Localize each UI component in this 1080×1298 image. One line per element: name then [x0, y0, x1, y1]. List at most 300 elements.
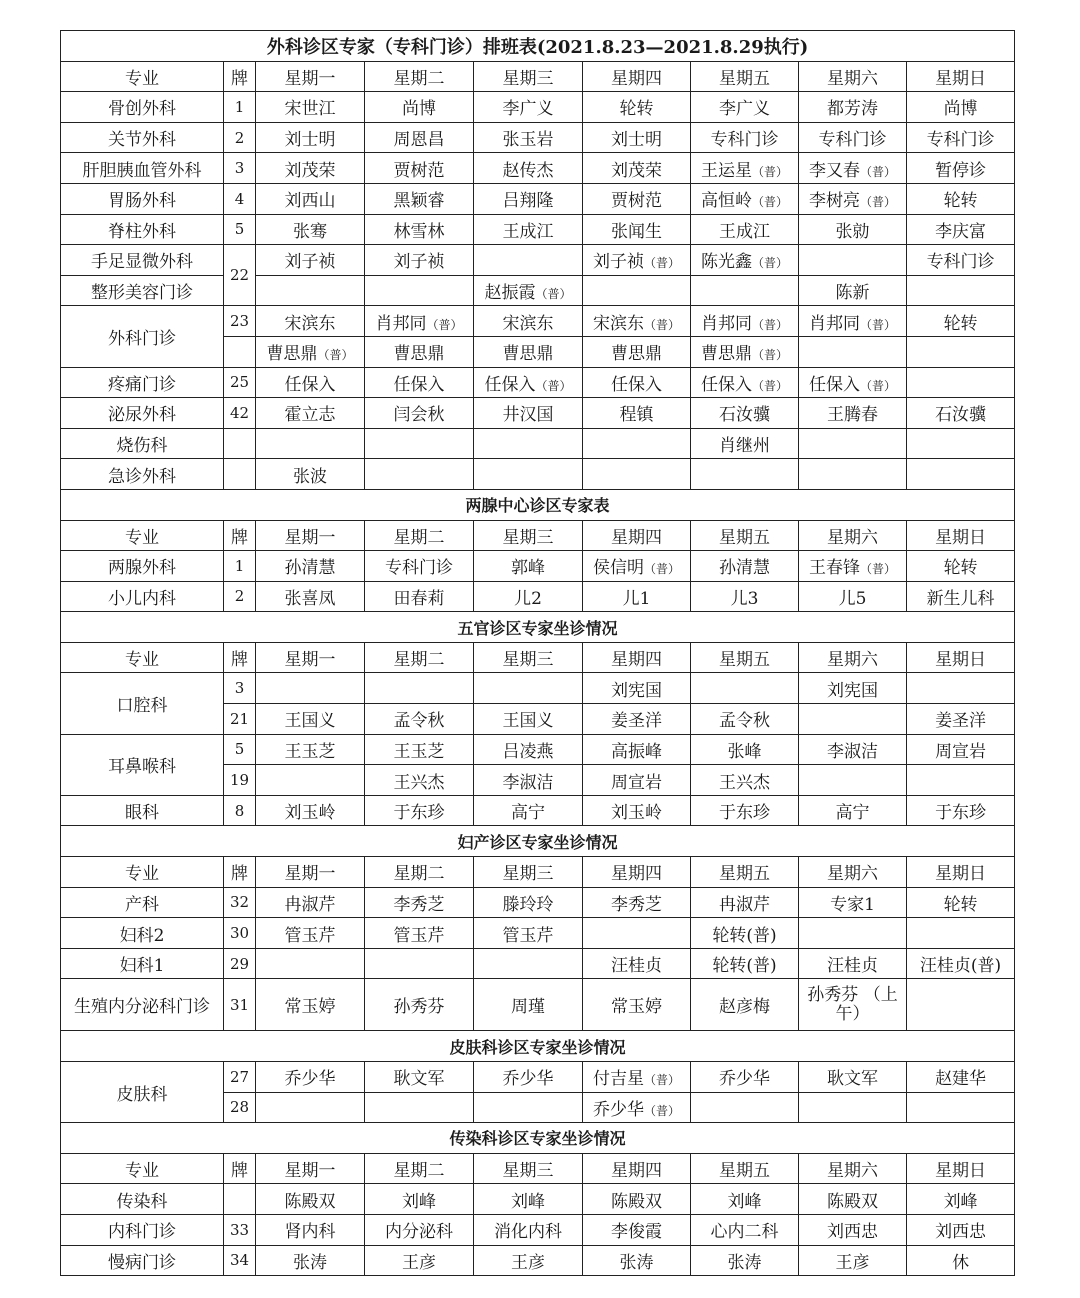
doctor-cell: 专家1 [799, 887, 907, 918]
section-title-row [61, 1123, 1015, 1154]
table-row [61, 398, 1015, 429]
doctor-cell: 姜圣洋 [583, 704, 691, 735]
table-row [61, 551, 1015, 582]
general-clinic-mark: （普） [859, 562, 896, 577]
doctor-cell: 任保入 [256, 367, 365, 398]
doctor-cell: 孙清慧 [256, 551, 365, 582]
doctor-cell [583, 551, 691, 582]
doctor-cell: 于东珍 [365, 795, 474, 826]
general-clinic-mark: （普） [859, 378, 896, 393]
doctor-cell: 井汉国 [474, 398, 583, 429]
doctor-name: 陈光鑫 [700, 252, 752, 273]
col-header: 星期三 [474, 61, 583, 92]
doctor-cell [799, 153, 907, 184]
doctor-cell: 周瑾 [474, 979, 583, 1031]
doctor-cell [799, 551, 907, 582]
section-title: 传染科诊区专家坐诊情况 [61, 1123, 1015, 1154]
doctor-cell: 王彦 [474, 1245, 583, 1276]
table-row [61, 581, 1015, 612]
doctor-cell: 张涛 [256, 1245, 365, 1276]
col-header: 星期六 [799, 61, 907, 92]
doctor-cell [474, 245, 583, 276]
doctor-cell: 赵彦梅 [691, 979, 799, 1031]
doctor-cell: 张玉岩 [474, 122, 583, 153]
doctor-cell [365, 673, 474, 704]
table-row [61, 153, 1015, 184]
section-title-row [61, 826, 1015, 857]
doctor-cell [799, 306, 907, 337]
header-row [61, 642, 1015, 673]
doctor-cell [474, 459, 583, 490]
table-row [61, 673, 1015, 704]
table-row [61, 459, 1015, 490]
doctor-cell: 孙秀芬 [365, 979, 474, 1031]
doctor-name: 曹思鼎 [700, 344, 752, 365]
doctor-cell [583, 1062, 691, 1093]
doctor-cell [691, 336, 799, 367]
table-row [61, 428, 1015, 459]
dept-cell: 两腺外科 [61, 551, 224, 582]
doctor-cell: 赵建华 [907, 1062, 1015, 1093]
col-header: 星期日 [907, 857, 1015, 888]
doctor-cell: 吕凌燕 [474, 734, 583, 765]
col-header: 星期四 [583, 857, 691, 888]
room-cell: 4 [224, 183, 256, 214]
doctor-cell: 轮转 [907, 551, 1015, 582]
doctor-cell: 田春莉 [365, 581, 474, 612]
doctor-cell: 陈殿双 [256, 1184, 365, 1215]
doctor-cell: 刘子祯 [256, 245, 365, 276]
room-cell: 28 [224, 1092, 256, 1123]
doctor-cell: 刘茂荣 [256, 153, 365, 184]
col-header: 星期五 [691, 520, 799, 551]
doctor-cell: 冉淑芹 [256, 887, 365, 918]
room-cell: 2 [224, 581, 256, 612]
doctor-cell: 新生儿科 [907, 581, 1015, 612]
dept-cell: 耳鼻喉科 [61, 734, 224, 795]
doctor-cell: 刘峰 [365, 1184, 474, 1215]
doctor-cell: 周宣岩 [583, 765, 691, 796]
table-row [61, 795, 1015, 826]
doctor-cell: 陈新 [799, 275, 907, 306]
general-clinic-mark: （普） [317, 348, 354, 363]
doctor-cell: 李俊霞 [583, 1214, 691, 1245]
dept-cell: 妇科1 [61, 948, 224, 979]
section-title-row [61, 489, 1015, 520]
table-row [61, 183, 1015, 214]
dept-cell: 疼痛门诊 [61, 367, 224, 398]
doctor-cell: 石汝骥 [907, 398, 1015, 429]
table-row [61, 979, 1015, 1031]
doctor-cell: 于东珍 [691, 795, 799, 826]
doctor-cell [799, 704, 907, 735]
dept-cell: 外科门诊 [61, 306, 224, 367]
doctor-cell: 休 [907, 1245, 1015, 1276]
section-title-row [61, 612, 1015, 643]
doctor-cell: 高宁 [474, 795, 583, 826]
doctor-cell: 曹思鼎 [365, 336, 474, 367]
table-row [61, 1245, 1015, 1276]
doctor-cell: 滕玲玲 [474, 887, 583, 918]
doctor-cell: 耿文军 [799, 1062, 907, 1093]
dept-cell: 泌尿外科 [61, 398, 224, 429]
room-cell: 29 [224, 948, 256, 979]
dept-cell: 骨创外科 [61, 92, 224, 123]
doctor-cell: 张峰 [691, 734, 799, 765]
col-header: 星期三 [474, 520, 583, 551]
dept-cell: 妇科2 [61, 918, 224, 949]
dept-cell: 眼科 [61, 795, 224, 826]
room-cell [224, 1184, 256, 1215]
general-clinic-mark: （普） [535, 378, 572, 393]
general-clinic-mark: （普） [751, 317, 788, 332]
room-cell: 5 [224, 734, 256, 765]
col-header: 星期日 [907, 1153, 1015, 1184]
col-header: 星期六 [799, 857, 907, 888]
doctor-name: 李树亮 [808, 191, 860, 212]
doctor-cell [907, 428, 1015, 459]
doctor-cell: 姜圣洋 [907, 704, 1015, 735]
doctor-cell: 霍立志 [256, 398, 365, 429]
doctor-cell: 王玉芝 [256, 734, 365, 765]
doctor-cell [691, 367, 799, 398]
col-header: 专业 [61, 61, 224, 92]
doctor-cell: 专科门诊 [365, 551, 474, 582]
general-clinic-mark: （普） [643, 1103, 680, 1118]
doctor-cell: 轮转 [583, 92, 691, 123]
doctor-cell: 刘玉岭 [256, 795, 365, 826]
doctor-cell: 宋世江 [256, 92, 365, 123]
schedule-table [60, 30, 1015, 1276]
room-cell: 23 [224, 306, 256, 337]
doctor-cell [474, 948, 583, 979]
doctor-cell: 消化内科 [474, 1214, 583, 1245]
table-row [61, 214, 1015, 245]
doctor-cell: 周宣岩 [907, 734, 1015, 765]
doctor-cell: 王成江 [474, 214, 583, 245]
room-cell: 8 [224, 795, 256, 826]
doctor-cell: 常玉婷 [256, 979, 365, 1031]
room-cell: 19 [224, 765, 256, 796]
doctor-cell: 儿3 [691, 581, 799, 612]
doctor-cell: 陈殿双 [799, 1184, 907, 1215]
doctor-cell: 李淑洁 [799, 734, 907, 765]
doctor-cell: 常玉婷 [583, 979, 691, 1031]
dept-cell: 胃肠外科 [61, 183, 224, 214]
doctor-cell: 心内二科 [691, 1214, 799, 1245]
general-clinic-mark: （普） [643, 1073, 680, 1088]
doctor-name: 任保入 [484, 374, 536, 395]
doctor-cell: 轮转 [907, 887, 1015, 918]
dept-cell: 肝胆胰血管外科 [61, 153, 224, 184]
table-row [61, 122, 1015, 153]
doctor-cell [583, 918, 691, 949]
doctor-name: 乔少华 [592, 1099, 644, 1120]
table-row [61, 887, 1015, 918]
doctor-cell: 儿5 [799, 581, 907, 612]
col-header: 星期二 [365, 1153, 474, 1184]
doctor-cell: 刘峰 [691, 1184, 799, 1215]
doctor-cell: 儿1 [583, 581, 691, 612]
doctor-cell: 王国义 [256, 704, 365, 735]
col-header: 星期五 [691, 642, 799, 673]
doctor-cell [907, 673, 1015, 704]
doctor-cell [256, 1092, 365, 1123]
doctor-cell: 宋滨东 [474, 306, 583, 337]
doctor-cell [365, 428, 474, 459]
doctor-cell: 郭峰 [474, 551, 583, 582]
doctor-cell: 肾内科 [256, 1214, 365, 1245]
dept-cell: 小儿内科 [61, 581, 224, 612]
doctor-cell: 黑颖睿 [365, 183, 474, 214]
doctor-cell [907, 918, 1015, 949]
dept-cell: 传染科 [61, 1184, 224, 1215]
general-clinic-mark: （普） [643, 256, 680, 271]
doctor-cell: 王兴杰 [691, 765, 799, 796]
header-row [61, 520, 1015, 551]
doctor-cell [365, 459, 474, 490]
dept-cell: 急诊外科 [61, 459, 224, 490]
table-row [61, 734, 1015, 765]
doctor-name: 王运星 [700, 160, 752, 181]
doctor-cell [907, 275, 1015, 306]
table-row [61, 1214, 1015, 1245]
schedule-sheet [60, 30, 1014, 1276]
doctor-cell: 王玉芝 [365, 734, 474, 765]
doctor-cell: 贾树范 [583, 183, 691, 214]
doctor-cell [474, 673, 583, 704]
doctor-cell: 刘玉岭 [583, 795, 691, 826]
doctor-cell: 李广义 [474, 92, 583, 123]
doctor-cell: 周恩昌 [365, 122, 474, 153]
doctor-cell [474, 275, 583, 306]
doctor-cell: 轮转 [907, 306, 1015, 337]
col-header: 星期四 [583, 642, 691, 673]
room-cell: 30 [224, 918, 256, 949]
doctor-cell [907, 367, 1015, 398]
doctor-cell: 曹思鼎 [583, 336, 691, 367]
doctor-cell: 都芳涛 [799, 92, 907, 123]
doctor-cell [691, 673, 799, 704]
room-cell [224, 336, 256, 367]
dept-cell: 脊柱外科 [61, 214, 224, 245]
col-header: 星期三 [474, 1153, 583, 1184]
doctor-cell: 任保入 [583, 367, 691, 398]
doctor-cell [583, 306, 691, 337]
section-title-row [61, 1031, 1015, 1062]
doctor-cell: 耿文军 [365, 1062, 474, 1093]
room-cell: 22 [224, 245, 256, 306]
doctor-cell [365, 1092, 474, 1123]
room-cell [224, 459, 256, 490]
table-row [61, 275, 1015, 306]
doctor-cell: 闫会秋 [365, 398, 474, 429]
doctor-cell: 张涛 [691, 1245, 799, 1276]
doctor-cell [907, 336, 1015, 367]
doctor-cell: 刘士明 [583, 122, 691, 153]
doctor-cell [256, 673, 365, 704]
doctor-cell: 张勍 [799, 214, 907, 245]
table-row [61, 367, 1015, 398]
col-header: 星期一 [256, 61, 365, 92]
header-row [61, 1153, 1015, 1184]
doctor-name: 任保入 [700, 374, 752, 395]
doctor-cell: 高振峰 [583, 734, 691, 765]
general-clinic-mark: （普） [859, 164, 896, 179]
doctor-cell: 管玉芹 [365, 918, 474, 949]
doctor-cell: 刘子祯 [365, 245, 474, 276]
doctor-cell: 轮转(普) [691, 948, 799, 979]
doctor-cell: 张波 [256, 459, 365, 490]
doctor-cell: 刘峰 [474, 1184, 583, 1215]
col-header: 星期二 [365, 520, 474, 551]
doctor-cell [799, 367, 907, 398]
doctor-cell: 王彦 [365, 1245, 474, 1276]
col-header: 星期五 [691, 1153, 799, 1184]
dept-cell: 口腔科 [61, 673, 224, 734]
doctor-name: 高恒岭 [700, 191, 752, 212]
general-clinic-mark: （普） [751, 256, 788, 271]
doctor-cell: 乔少华 [256, 1062, 365, 1093]
doctor-cell: 任保入 [365, 367, 474, 398]
doctor-cell [256, 765, 365, 796]
doctor-cell: 暂停诊 [907, 153, 1015, 184]
doctor-cell: 王彦 [799, 1245, 907, 1276]
table-row [61, 306, 1015, 337]
general-clinic-mark: （普） [535, 287, 572, 302]
doctor-cell [474, 428, 583, 459]
col-header: 星期四 [583, 520, 691, 551]
doctor-cell: 李淑洁 [474, 765, 583, 796]
doctor-cell [799, 765, 907, 796]
table-row [61, 1184, 1015, 1215]
doctor-name: 刘子祯 [592, 252, 644, 273]
room-cell: 3 [224, 153, 256, 184]
general-clinic-mark: （普） [859, 195, 896, 210]
title-row [61, 31, 1015, 62]
dept-cell: 手足显微外科 [61, 245, 224, 276]
room-cell: 1 [224, 92, 256, 123]
doctor-cell: 孟令秋 [691, 704, 799, 735]
doctor-name: 肖邦同 [375, 313, 427, 334]
doctor-cell [474, 1092, 583, 1123]
doctor-cell [799, 245, 907, 276]
doctor-cell [583, 275, 691, 306]
doctor-cell [907, 459, 1015, 490]
col-header: 牌 [224, 1153, 256, 1184]
doctor-cell: 冉淑芹 [691, 887, 799, 918]
col-header: 星期六 [799, 1153, 907, 1184]
doctor-cell: 乔少华 [474, 1062, 583, 1093]
room-cell: 21 [224, 704, 256, 735]
col-header: 星期四 [583, 61, 691, 92]
section-title: 两腺中心诊区专家表 [61, 489, 1015, 520]
doctor-cell: 尚博 [907, 92, 1015, 123]
doctor-cell: 刘西忠 [907, 1214, 1015, 1245]
room-cell: 1 [224, 551, 256, 582]
doctor-cell: 汪桂贞 [583, 948, 691, 979]
doctor-cell: 王腾春 [799, 398, 907, 429]
doctor-cell: 赵传杰 [474, 153, 583, 184]
dept-cell: 产科 [61, 887, 224, 918]
col-header: 专业 [61, 857, 224, 888]
doctor-cell: 刘峰 [907, 1184, 1015, 1215]
doctor-cell: 张喜凤 [256, 581, 365, 612]
col-header: 星期二 [365, 61, 474, 92]
room-cell: 34 [224, 1245, 256, 1276]
room-cell: 2 [224, 122, 256, 153]
doctor-cell [256, 275, 365, 306]
room-cell: 25 [224, 367, 256, 398]
doctor-cell [691, 183, 799, 214]
section-title: 妇产诊区专家坐诊情况 [61, 826, 1015, 857]
table-row [61, 1062, 1015, 1093]
doctor-cell: 李庆富 [907, 214, 1015, 245]
table-row [61, 918, 1015, 949]
doctor-cell: 孙秀芬 （上午） [799, 979, 907, 1031]
header-row [61, 61, 1015, 92]
doctor-cell [799, 336, 907, 367]
doctor-cell: 刘宪国 [583, 673, 691, 704]
doctor-cell [691, 459, 799, 490]
doctor-cell [691, 1092, 799, 1123]
header-row [61, 857, 1015, 888]
general-clinic-mark: （普） [751, 348, 788, 363]
doctor-cell [583, 245, 691, 276]
doctor-cell [256, 948, 365, 979]
col-header: 星期二 [365, 642, 474, 673]
general-clinic-mark: （普） [859, 317, 896, 332]
doctor-cell: 尚博 [365, 92, 474, 123]
doctor-cell: 肖继州 [691, 428, 799, 459]
room-cell [224, 428, 256, 459]
table-row [61, 92, 1015, 123]
doctor-cell [799, 1092, 907, 1123]
doctor-cell: 管玉芹 [474, 918, 583, 949]
dept-cell: 关节外科 [61, 122, 224, 153]
col-header: 专业 [61, 1153, 224, 1184]
col-header: 星期日 [907, 642, 1015, 673]
doctor-cell [365, 275, 474, 306]
general-clinic-mark: （普） [426, 317, 463, 332]
doctor-cell [583, 459, 691, 490]
room-cell: 31 [224, 979, 256, 1031]
doctor-cell: 曹思鼎 [474, 336, 583, 367]
doctor-cell: 儿2 [474, 581, 583, 612]
col-header: 星期一 [256, 520, 365, 551]
col-header: 星期六 [799, 642, 907, 673]
doctor-cell: 张闻生 [583, 214, 691, 245]
doctor-cell [583, 428, 691, 459]
dept-cell: 烧伤科 [61, 428, 224, 459]
doctor-cell [799, 918, 907, 949]
doctor-cell: 乔少华 [691, 1062, 799, 1093]
doctor-name: 王春锋 [808, 558, 860, 579]
doctor-cell: 专科门诊 [907, 122, 1015, 153]
doctor-cell [256, 336, 365, 367]
col-header: 牌 [224, 520, 256, 551]
doctor-name: 付吉星 [592, 1069, 644, 1090]
doctor-cell: 王成江 [691, 214, 799, 245]
dept-cell: 皮肤科 [61, 1062, 224, 1123]
col-header: 星期日 [907, 61, 1015, 92]
room-cell: 32 [224, 887, 256, 918]
general-clinic-mark: （普） [751, 195, 788, 210]
col-header: 星期日 [907, 520, 1015, 551]
room-cell: 42 [224, 398, 256, 429]
room-cell: 5 [224, 214, 256, 245]
col-header: 牌 [224, 642, 256, 673]
